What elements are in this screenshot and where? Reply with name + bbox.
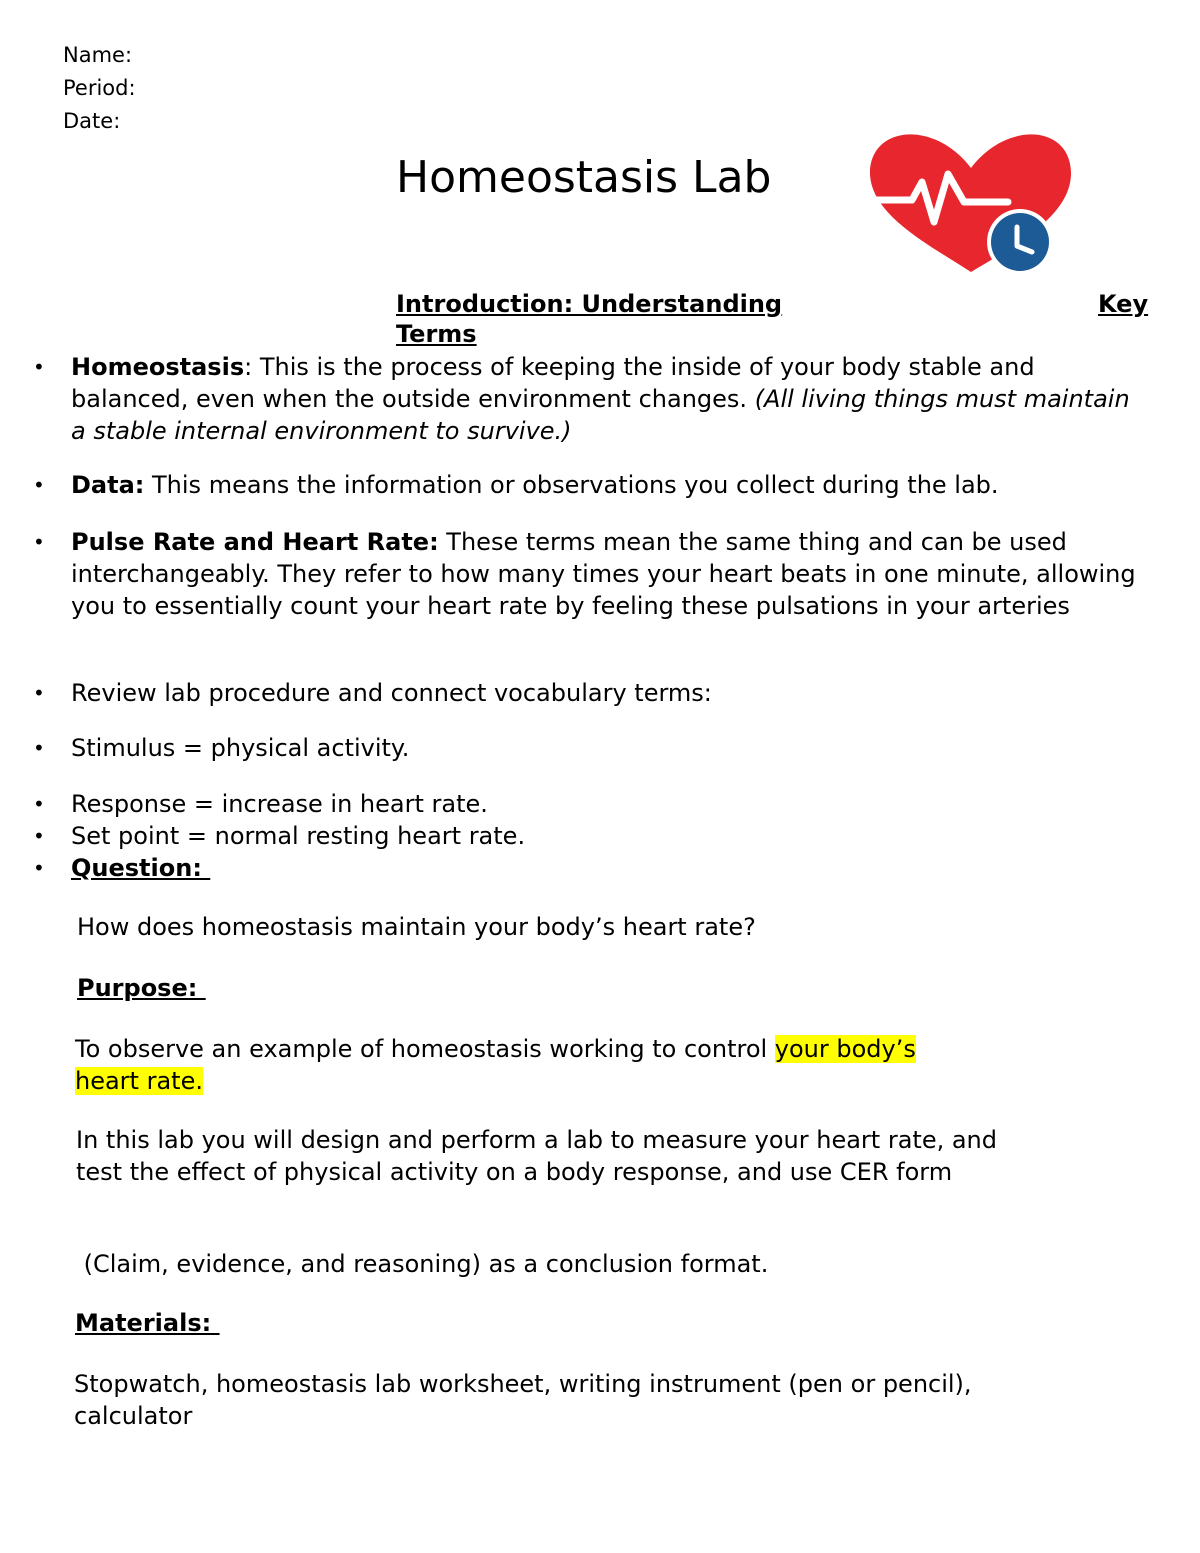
- data-definition: [71, 469, 1143, 501]
- list-item: [33, 526, 1143, 622]
- term-homeostasis: Homeostasis: [71, 353, 245, 381]
- purpose-heading: Purpose:: [77, 974, 206, 1002]
- set-point-text: Set point = normal resting heart rate.: [71, 822, 526, 850]
- bullet-dot: •: [33, 792, 45, 816]
- bullet-dot: •: [33, 736, 45, 760]
- page-title: Homeostasis Lab: [396, 152, 772, 203]
- materials-heading: Materials:: [75, 1309, 220, 1337]
- bullet-dot: •: [33, 473, 45, 497]
- bullet-dot: •: [33, 856, 45, 880]
- list-item: [33, 469, 1143, 501]
- heart-rate-clock-icon: [868, 132, 1073, 277]
- list-item: [33, 732, 1143, 764]
- date-label: Date:: [63, 109, 121, 133]
- pulse-text: These terms mean the same thing and can be used interchangeably. They refer to how many times your heart beats in one minute, allowing you to essentially count your heart rate by feeling these pulsations in your arteries: [71, 528, 1136, 620]
- bullet-dot: •: [33, 530, 45, 554]
- intro-heading-part3: Terms: [396, 320, 477, 348]
- purpose-highlight-1: your body’s: [774, 1035, 916, 1063]
- purpose-text-line2: [75, 1065, 203, 1097]
- period-label: Period:: [63, 76, 136, 100]
- review-text: Review lab procedure and connect vocabulary terms:: [71, 679, 712, 707]
- materials-text: Stopwatch, homeostasis lab worksheet, writing instrument (pen or pencil), calculator: [74, 1370, 972, 1430]
- data-text: This means the information or observations you collect during the lab.: [144, 471, 999, 499]
- purpose-highlight-2: heart rate.: [75, 1067, 203, 1095]
- term-data: Data:: [71, 471, 145, 499]
- purpose-text: [75, 1033, 1075, 1065]
- purpose-text-plain: To observe an example of homeostasis working to control: [75, 1035, 775, 1063]
- homeostasis-note: (All living things must maintain a stable internal environment to survive.): [71, 385, 1130, 445]
- bullet-dot: •: [33, 824, 45, 848]
- term-pulse-rate: Pulse Rate and Heart Rate:: [71, 528, 439, 556]
- list-item: [33, 788, 1143, 820]
- design-text: In this lab you will design and perform a lab to measure your heart rate, and test the effect of physical activity on a body response, and use CER form: [76, 1126, 997, 1186]
- list-item: [33, 677, 1143, 709]
- list-item: [33, 820, 1143, 852]
- response-text: Response = increase in heart rate.: [71, 790, 488, 818]
- bullet-dot: •: [33, 355, 45, 379]
- intro-heading-part1: Introduction: Understanding: [396, 290, 783, 318]
- bullet-dot: •: [33, 681, 45, 705]
- question-heading: Question:: [71, 854, 211, 882]
- stimulus-text: Stimulus = physical activity.: [71, 734, 410, 762]
- pulse-definition: [71, 526, 1143, 622]
- cer-text: (Claim, evidence, and reasoning) as a conclusion format.: [76, 1250, 769, 1278]
- intro-heading-part2: Key: [1098, 290, 1149, 318]
- name-label: Name:: [63, 43, 133, 67]
- list-item: [33, 852, 1143, 884]
- question-text: How does homeostasis maintain your body’s heart rate?: [77, 913, 756, 941]
- homeostasis-definition: [71, 351, 1143, 447]
- homeostasis-text: : This is the process of keeping the inside of your body stable and balanced, even when the outside environment changes.: [71, 353, 1035, 413]
- list-item: [33, 351, 1143, 447]
